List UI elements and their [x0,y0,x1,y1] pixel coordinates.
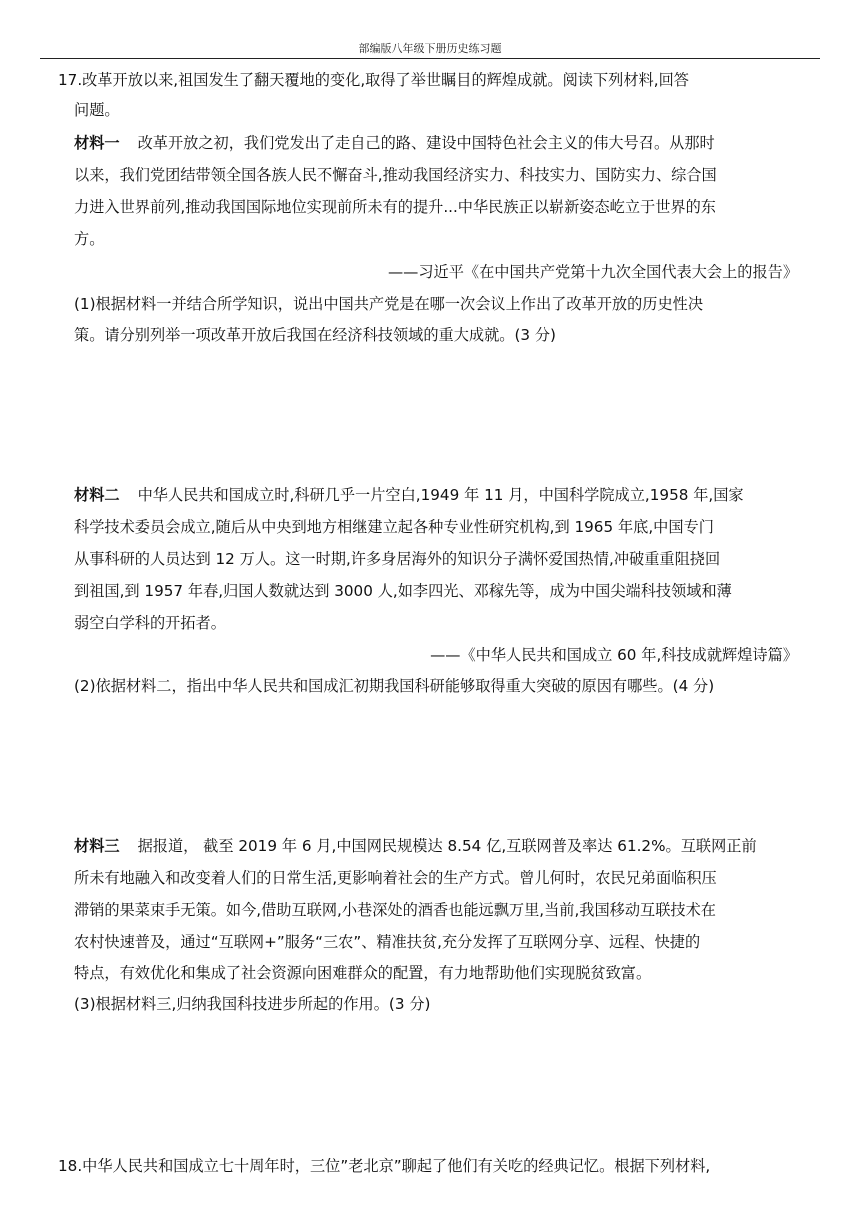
material-1-text: 改革开放之初，我们党发出了走自己的路、建设中国特色社会主义的伟大号召。从那时 [137,134,715,152]
material-1-line-1 [74,133,715,153]
question-1-line-2: 策。请分别列举一项改革开放后我国在经济科技领域的重大成就。(3 分) [74,326,556,344]
material-2-line-1 [74,485,744,505]
material-2-text: 中华人民共和国成立时,科研几乎一片空白,1949 年 11 月，中国科学院成立,1958 年,国家 [137,486,744,504]
material-3-label: 材料三 [74,837,120,855]
q18-intro-line-1: 18.中华人民共和国成立七十周年时，三位”老北京”聊起了他们有关吃的经典记忆。根据下列材料, [58,1157,711,1175]
material-1-label: 材料一 [74,134,120,152]
material-1-line-3: 力进入世界前列,推动我国国际地位实现前所未有的提升...中华民族正以崭新姿态屹立于世界的东 [74,198,716,216]
material-2-line-5: 弱空白学科的开拓者。 [74,614,226,632]
material-1-line-2: 以来，我们党团结带领全国各族人民不懈奋斗,推动我国经济实力、科技实力、国防实力、综合国 [74,166,717,184]
question-3-line-1: (3)根据材料三,归纳我国科技进步所起的作用。(3 分) [74,995,431,1013]
material-3-line-2: 所未有地融入和改变着人们的日常生活,更影响着社会的生产方式。曾儿何时，农民兄弟面临积压 [74,869,717,887]
question-1-line-1: (1)根据材料一并结合所学知识，说出中国共产党是在哪一次会议上作出了改革开放的历史性决 [74,295,704,313]
material-3-line-1 [74,836,757,856]
material-1-source: ——习近平《在中国共产党第十九次全国代表大会上的报告》 [387,263,798,281]
material-3-line-4: 农村快速普及，通过“互联网+”服务“三农”、精准扶贫,充分发挥了互联网分享、远程、快捷的 [74,933,701,951]
material-1-line-4: 方。 [74,230,105,248]
question-2-line-1: (2)依据材料二，指出中华人民共和国成汇初期我国科研能够取得重大突破的原因有哪些。(4 分) [74,677,715,695]
material-2-source: ——《中华人民共和国成立 60 年,科技成就辉煌诗篇》 [430,646,798,664]
material-2-line-2: 科学技术委员会成立,随后从中央到地方相继建立起各种专业性研究机构,到 1965 年底,中国专门 [74,518,714,536]
material-2-line-3: 从事科研的人员达到 12 万人。这一时期,许多身居海外的知识分子满怀爱国热情,冲破重重阻挠回 [74,550,721,568]
material-3-line-5: 特点，有效优化和集成了社会资源向困难群众的配置，有力地帮助他们实现脱贫致富。 [74,964,652,982]
material-3-line-3: 滞销的果菜束手无策。如今,借助互联网,小巷深处的酒香也能远飘万里,当前,我国移动互联技术在 [74,901,716,919]
q17-intro-line-1: 17.改革开放以来,祖国发生了翻天覆地的变化,取得了举世瞩目的辉煌成就。阅读下列材料,回答 [58,71,689,89]
material-2-label: 材料二 [74,486,120,504]
q17-intro-line-2: 问题。 [74,101,120,119]
header-rule [40,58,820,59]
material-3-text: 据报道， 截至 2019 年 6 月,中国网民规模达 8.54 亿,互联网普及率达 61.2%。互联网正前 [137,837,757,855]
header-title: 部编版八年级下册历史练习题 [358,42,502,55]
material-2-line-4: 到祖国,到 1957 年春,归国人数就达到 3000 人,如李四光、邓稼先等，成为中国尖端科技领域和薄 [74,582,732,600]
